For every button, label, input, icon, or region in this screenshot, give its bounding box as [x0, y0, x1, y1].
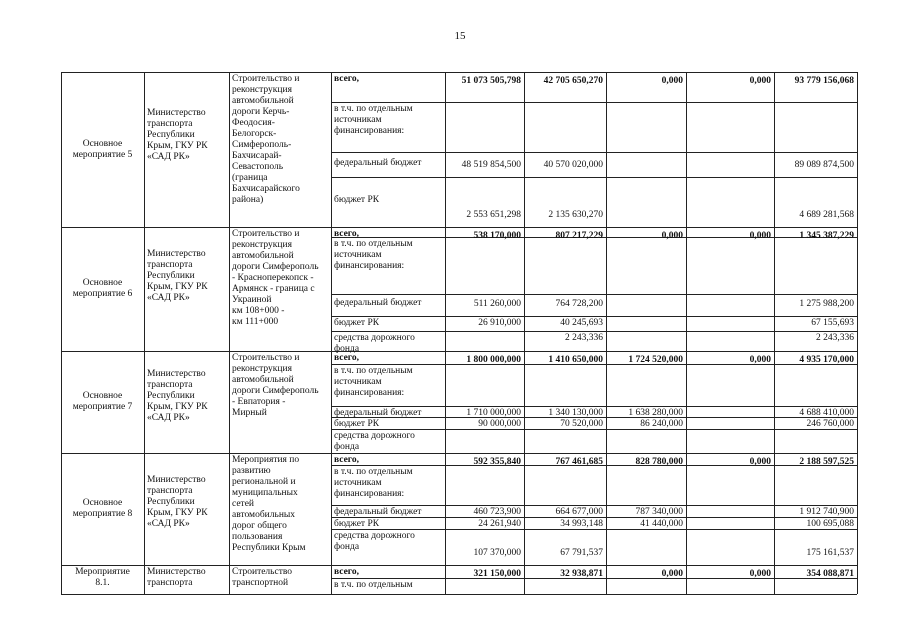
funding-source: всего, — [334, 229, 359, 239]
funding-source: в т.ч. по отдельным — [334, 580, 413, 590]
funding-source: федеральный бюджет — [334, 507, 422, 517]
event-name: Основное мероприятие 6 — [72, 278, 133, 299]
funding-source: всего, — [334, 567, 359, 577]
funding-source: бюджет РК — [334, 195, 380, 205]
table-col-line — [857, 72, 858, 594]
amount-v2: 34 993,148 — [560, 519, 603, 529]
amount-total: 89 089 874,500 — [794, 160, 854, 170]
table-col-line — [774, 72, 775, 594]
table-row-line — [331, 505, 857, 506]
table-col-line — [331, 72, 332, 594]
amount-v1: 1 800 000,000 — [466, 355, 521, 365]
amount-v2: 1 410 650,000 — [548, 355, 603, 365]
project-description: Мероприятия по развитию региональной и муниципальных сетей автомобильных дорог общего пользования Республики Крым — [232, 455, 306, 553]
amount-total: 2 188 597,525 — [799, 457, 854, 467]
funding-source: всего, — [334, 455, 359, 465]
table-row-line — [61, 72, 857, 73]
amount-v1: 592 355,840 — [473, 457, 521, 467]
amount-total: 1 912 740,900 — [799, 507, 854, 517]
project-description: Строительство и реконструкция автомобильной дороги Керчь- Феодосия- Белогорск- Симферополь- Бахчисарай- Севастополь (граница Бахчисарайского района) — [232, 74, 300, 205]
funding-source: средства дорожного фонда — [334, 431, 415, 452]
amount-v4: 0,000 — [749, 457, 771, 467]
funding-source: федеральный бюджет — [334, 157, 422, 168]
executor: Министерство транспорта Республики Крым, ГКУ РК «САД РК» — [147, 475, 208, 529]
amount-v1: 321 150,000 — [473, 569, 521, 579]
executor: Министерство транспорта Республики Крым, ГКУ РК «САД РК» — [147, 108, 208, 162]
amount-v2: 42 705 650,270 — [543, 76, 603, 86]
table-col-line — [606, 72, 607, 594]
funding-source: бюджет РК — [334, 318, 380, 328]
table-row-line — [61, 453, 857, 454]
funding-source: всего, — [334, 74, 359, 84]
project-description: Строительство и реконструкция автомобильной дороги Симферополь - Евпатория - Мирный — [232, 353, 319, 418]
amount-v2: 2 243,336 — [565, 333, 603, 343]
amount-v1: 26 910,000 — [478, 318, 521, 328]
amount-total: 67 155,693 — [811, 318, 854, 328]
amount-v3: 1 638 280,000 — [628, 408, 683, 418]
amount-v1: 90 000,000 — [478, 419, 521, 429]
amount-v1: 460 723,900 — [473, 507, 521, 517]
amount-v3: 86 240,000 — [640, 419, 683, 429]
amount-total: 354 088,871 — [806, 569, 854, 579]
funding-source: средства дорожного фонда — [334, 531, 415, 552]
amount-v3: 41 440,000 — [640, 519, 683, 529]
amount-total: 175 161,537 — [806, 548, 854, 558]
amount-v3: 1 724 520,000 — [628, 355, 683, 365]
amount-v1: 511 260,000 — [473, 299, 521, 309]
executor: Министерство транспорта — [147, 567, 206, 588]
amount-v1: 107 370,000 — [473, 548, 521, 558]
event-name: Мероприятие 8.1. — [75, 567, 130, 588]
amount-v2: 807 217,229 — [555, 231, 603, 241]
amount-total: 246 760,000 — [806, 419, 854, 429]
amount-total: 1 275 988,200 — [799, 299, 854, 309]
amount-v4: 0,000 — [749, 76, 771, 86]
executor: Министерство транспорта Республики Крым, ГКУ РК «САД РК» — [147, 249, 208, 303]
table-row-line — [331, 102, 857, 103]
table-col-line — [524, 72, 525, 594]
table-row-line — [331, 316, 857, 317]
event-name: Основное мероприятие 7 — [72, 391, 133, 412]
amount-v2: 2 135 630,270 — [548, 210, 603, 220]
funding-source: в т.ч. по отдельным источникам финансирования: — [334, 239, 413, 271]
amount-v3: 0,000 — [661, 76, 683, 86]
table-col-line — [144, 72, 145, 594]
funding-source: средства дорожного фонда — [334, 333, 415, 354]
funding-source: федеральный бюджет — [334, 298, 422, 308]
amount-v2: 767 461,685 — [555, 457, 603, 467]
amount-v1: 2 553 651,298 — [466, 210, 521, 220]
amount-total: 2 243,336 — [816, 333, 854, 343]
table-row-line — [331, 177, 857, 178]
funding-source: бюджет РК — [334, 419, 380, 429]
amount-total: 4 688 410,000 — [799, 408, 854, 418]
table-col-line — [686, 72, 687, 594]
amount-v3: 0,000 — [661, 231, 683, 241]
amount-v2: 67 791,537 — [560, 548, 603, 558]
amount-v2: 40 245,693 — [560, 318, 603, 328]
table-row-line — [61, 351, 857, 352]
amount-v2: 32 938,871 — [560, 569, 603, 579]
table-row-line — [331, 406, 857, 407]
amount-total: 100 695,088 — [806, 519, 854, 529]
table-row-line — [331, 152, 857, 153]
project-description: Строительство транспортной — [232, 567, 293, 588]
financing-table — [61, 72, 857, 594]
event-name: Основное мероприятие 5 — [72, 138, 133, 160]
table-row-line — [331, 294, 857, 295]
funding-source: всего, — [334, 353, 359, 363]
event-name: Основное мероприятие 8 — [72, 498, 133, 519]
table-col-line — [445, 72, 446, 594]
funding-source: в т.ч. по отдельным источникам финансирования: — [334, 467, 413, 499]
amount-v4: 0,000 — [749, 231, 771, 241]
page-number: 15 — [454, 30, 466, 42]
amount-total: 1 345 387,229 — [799, 231, 854, 241]
funding-source: в т.ч. по отдельным источникам финансирования: — [334, 366, 413, 398]
amount-v1: 538 170,000 — [473, 231, 521, 241]
amount-v1: 51 073 505,798 — [461, 76, 521, 86]
amount-v2: 664 677,000 — [555, 507, 603, 517]
funding-source: федеральный бюджет — [334, 408, 422, 418]
table-row-line — [331, 331, 857, 332]
funding-source: в т.ч. по отдельным источникам финансирования: — [334, 104, 413, 136]
amount-v3: 0,000 — [661, 569, 683, 579]
amount-v3: 787 340,000 — [635, 507, 683, 517]
funding-source: бюджет РК — [334, 519, 380, 529]
amount-v4: 0,000 — [749, 355, 771, 365]
amount-v1: 1 710 000,000 — [466, 408, 521, 418]
table-row-line — [61, 565, 857, 566]
amount-v3: 828 780,000 — [635, 457, 683, 467]
project-description: Строительство и реконструкция автомобильной дороги Симферополь - Красноперекопск - Армянск - граница с Украиной км 108+000 - км 111+000 — [232, 229, 319, 327]
amount-total: 4 689 281,568 — [799, 210, 854, 220]
amount-v2: 70 520,000 — [560, 419, 603, 429]
amount-v2: 40 570 020,000 — [543, 160, 603, 170]
amount-v4: 0,000 — [749, 569, 771, 579]
amount-v2: 1 340 130,000 — [548, 408, 603, 418]
table-row-line — [61, 227, 857, 228]
table-col-line — [229, 72, 230, 594]
table-row-line — [61, 594, 857, 595]
amount-v2: 764 728,200 — [555, 299, 603, 309]
amount-v1: 48 519 854,500 — [461, 160, 521, 170]
amount-v1: 24 261,940 — [478, 519, 521, 529]
amount-total: 4 935 170,000 — [799, 355, 854, 365]
executor: Министерство транспорта Республики Крым, ГКУ РК «САД РК» — [147, 369, 208, 423]
amount-total: 93 779 156,068 — [794, 76, 854, 86]
